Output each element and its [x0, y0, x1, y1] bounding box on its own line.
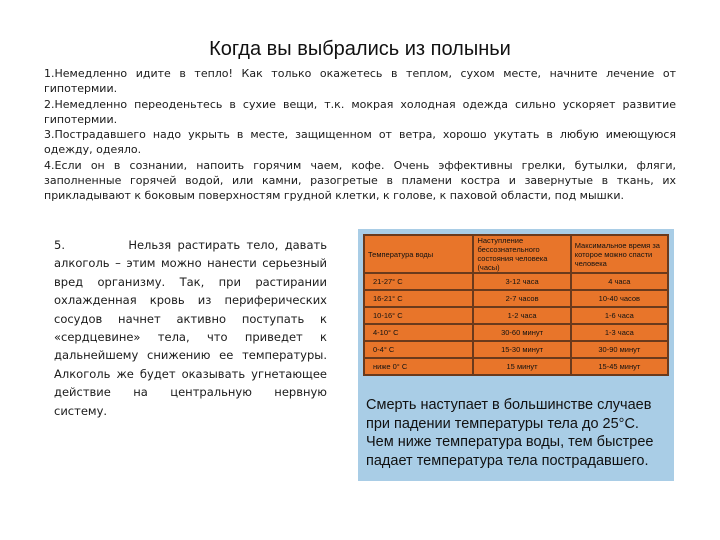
- table-row: [364, 273, 668, 290]
- step-item: 2.Немедленно переоденьтесь в сухие вещи, т.к. мокрая холодная одежда сильно ускоряет развитие гипотермии.: [44, 97, 676, 126]
- table-row: [364, 341, 668, 358]
- table-cell: 1-3 часа: [571, 324, 668, 341]
- table-cell: 1-6 часа: [571, 307, 668, 324]
- page-title: Когда вы выбрались из полыньи: [209, 38, 511, 60]
- steps-list: [44, 66, 676, 204]
- step-item: 4.Если он в сознании, напоить горячим чаем, кофе. Очень эффективны грелки, бутылки, фляги, заполненные горячей водой, или камни, разогретые в пламени костра и завернутые в ткань, их прикладывают к боковым поверхностям грудной клетки, к голове, к паховой области, под мышки.: [44, 158, 676, 203]
- table-header-cell: Максимальное время за которое можно спасти человека: [571, 235, 668, 273]
- table-cell: 2-7 часов: [473, 290, 570, 307]
- table-cell: 4 часа: [571, 273, 668, 290]
- table-cell: 4-10° С: [364, 324, 473, 341]
- hypothermia-info-panel: [358, 229, 674, 481]
- table-header-cell: Наступление бессознательного состояния человека (часы): [473, 235, 570, 273]
- table-cell: ниже 0° С: [364, 358, 473, 375]
- table-row: [364, 358, 668, 375]
- table-header-cell: Температура воды: [364, 235, 473, 273]
- table-cell: 30-90 минут: [571, 341, 668, 358]
- table-cell: 10-40 часов: [571, 290, 668, 307]
- step-item: 3.Пострадавшего надо укрыть в месте, защищенном от ветра, хорошо укутать в любую имеющуюся одежду, одеяло.: [44, 128, 676, 157]
- table-cell: 21-27° С: [364, 273, 473, 290]
- table-row: [364, 290, 668, 307]
- table-cell: 10-16° С: [364, 307, 473, 324]
- table-cell: 16-21° С: [364, 290, 473, 307]
- table-row: [364, 307, 668, 324]
- water-temperature-table: [363, 234, 669, 376]
- table-cell: 1-2 часа: [473, 307, 570, 324]
- step-item: 1.Немедленно идите в тепло! Как только окажетесь в теплом, сухом месте, начните лечение от гипотермии.: [44, 67, 676, 96]
- table-cell: 15-45 минут: [571, 358, 668, 375]
- table-row: [364, 324, 668, 341]
- table-cell: 15-30 минут: [473, 341, 570, 358]
- death-temperature-note: Смерть наступает в большинстве случаев при падении температуры тела до 25°С. Чем ниже температура воды, тем быстрее падает температура тела пострадавшего.: [366, 397, 654, 469]
- table-cell: 0-4° С: [364, 341, 473, 358]
- table-cell: 30-60 минут: [473, 324, 570, 341]
- table-cell: 15 минут: [473, 358, 570, 375]
- table-header-row: [364, 235, 668, 273]
- step-5-paragraph: 5. Нельзя растирать тело, давать алкоголь – этим можно нанести серьезный вред организму. Так, при растирании охлажденная кровь из периферических сосудов начнет активно поступать к «сердцевине» тела, что приведет к дальнейшему снижению ее температуры. Алкоголь же будет оказывать угнетающее действие на центральную нервную систему.: [54, 238, 331, 418]
- table-cell: 3-12 часа: [473, 273, 570, 290]
